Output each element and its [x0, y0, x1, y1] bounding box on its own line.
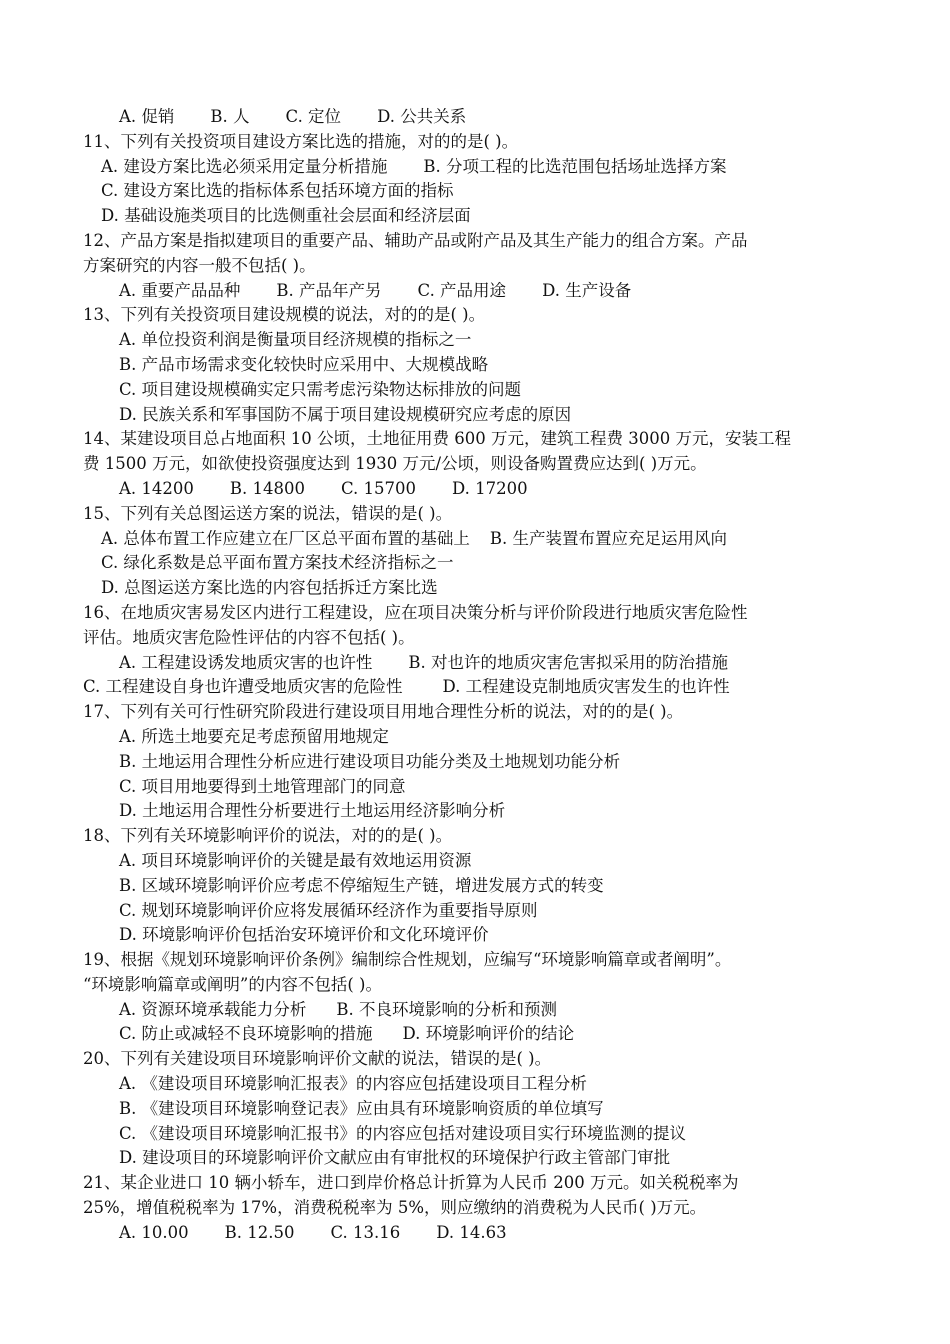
answer-option: A. 单位投资利润是衡量项目经济规模的指标之一	[119, 330, 472, 350]
answer-options-line	[83, 179, 883, 204]
answer-option: D. 基础设施类项目的比选侧重社会层面和经济层面	[101, 206, 471, 226]
answer-options-line	[83, 651, 883, 676]
question-text: 16、在地质灾害易发区内进行工程建设，应在项目决策分析与评价阶段进行地质灾害危险性	[83, 602, 748, 622]
answer-option: C. 项目建设规模确实定只需考虑污染物达标排放的问题	[119, 379, 522, 399]
answer-option: B. 产品市场需求变化较快时应采用中、大规模战略	[119, 354, 489, 374]
question-text-line	[83, 452, 883, 477]
question-text-line	[83, 626, 883, 651]
answer-option: A. 10.00	[119, 1222, 189, 1242]
answer-option: D. 生产设备	[542, 280, 632, 300]
question-text: 12、产品方案是指拟建项目的重要产品、辅助产品或附产品及其生产能力的组合方案。产品	[83, 230, 748, 250]
question-text-line	[83, 254, 883, 279]
answer-options-line	[83, 1022, 883, 1047]
answer-option: B. 生产装置布置应充足运用风向	[489, 528, 728, 548]
answer-option: A. 重要产品品种	[119, 280, 241, 300]
answer-options-line	[83, 923, 883, 948]
answer-option: C. 工程建设自身也许遭受地质灾害的危险性	[83, 677, 403, 697]
answer-option: A. 所选土地要充足考虑预留用地规定	[119, 726, 389, 746]
answer-option: C. 15700	[341, 478, 417, 498]
answer-option: B. 土地运用合理性分析应进行建设项目功能分类及土地规划功能分析	[119, 751, 621, 771]
answer-option: B. 分项工程的比选范围包括场址选择方案	[423, 156, 727, 176]
question-text-line	[83, 824, 883, 849]
answer-options-line	[83, 675, 883, 700]
answer-option: B. 14800	[229, 478, 306, 498]
answer-options-line	[83, 155, 883, 180]
answer-option: C. 项目用地要得到土地管理部门的同意	[119, 776, 406, 796]
question-text: 25%，增值税税率为 17%，消费税税率为 5%，则应缴纳的消费税为人民币( )万元。	[83, 1198, 707, 1218]
answer-options-line	[83, 551, 883, 576]
question-text-line	[83, 1047, 883, 1072]
answer-options-line	[83, 799, 883, 824]
answer-options-line	[83, 1122, 883, 1147]
question-text: “环境影响篇章或阐明”的内容不包括( )。	[83, 974, 382, 994]
answer-option: D. 14.63	[436, 1222, 507, 1242]
answer-options-line	[83, 477, 883, 502]
answer-options-line	[83, 328, 883, 353]
answer-option: B. 对也许的地质灾害危害拟采用的防治措施	[408, 652, 729, 672]
answer-option: A. 项目环境影响评价的关键是最有效地运用资源	[119, 850, 472, 870]
answer-option: C. 规划环境影响评价应将发展循环经济作为重要指导原则	[119, 900, 538, 920]
answer-option: C. 建设方案比选的指标体系包括环境方面的指标	[101, 181, 454, 201]
answer-option: A. 建设方案比选必须采用定量分析措施	[101, 156, 388, 176]
question-text: 18、下列有关环境影响评价的说法，对的的是( )。	[83, 826, 453, 846]
answer-options-line	[83, 576, 883, 601]
answer-option: D. 土地运用合理性分析要进行土地运用经济影响分析	[119, 801, 506, 821]
question-text: 19、根据《规划环境影响评价条例》编制综合性规划，应编写“环境影响篇章或者阐明”。	[83, 950, 732, 970]
answer-options-line	[83, 353, 883, 378]
answer-option: A. 《建设项目环境影响汇报表》的内容应包括建设项目工程分析	[119, 1074, 587, 1094]
question-text-line	[83, 427, 883, 452]
answer-option: D. 17200	[452, 478, 528, 498]
question-text: 评估。地质灾害危险性评估的内容不包括( )。	[83, 627, 415, 647]
question-text-line	[83, 948, 883, 973]
answer-options-line	[83, 750, 883, 775]
question-text: 14、某建设项目总占地面积 10 公顷，土地征用费 600 万元，建筑工程费 3000 万元，安装工程	[83, 429, 791, 449]
answer-option: D. 环境影响评价包括治安环境评价和文化环境评价	[119, 925, 489, 945]
question-text: 13、下列有关投资项目建设规模的说法，对的的是( )。	[83, 305, 486, 325]
answer-option: B. 《建设项目环境影响登记表》应由具有环境影响资质的单位填写	[119, 1098, 604, 1118]
answer-options-line	[83, 1221, 883, 1246]
answer-options-line	[83, 1072, 883, 1097]
question-text-line	[83, 1196, 883, 1221]
question-text: 15、下列有关总图运送方案的说法，错误的是( )。	[83, 503, 453, 523]
question-text-line	[83, 130, 883, 155]
answer-option: D. 公共关系	[377, 107, 467, 126]
question-text-line	[83, 700, 883, 725]
question-text-line	[83, 973, 883, 998]
answer-option: B. 不良环境影响的分析和预测	[336, 999, 558, 1019]
question-list	[83, 105, 883, 1246]
answer-option: A. 总体布置工作应建立在厂区总平面布置的基础上	[101, 528, 470, 548]
answer-option: C. 防止或减轻不良环境影响的措施	[119, 1024, 373, 1044]
answer-option: D. 工程建设克制地质灾害发生的也许性	[442, 677, 730, 697]
question-text-line	[83, 1171, 883, 1196]
answer-options-line	[83, 775, 883, 800]
answer-options-line	[83, 527, 883, 552]
answer-options-line	[83, 105, 883, 130]
answer-option: D. 民族关系和军事国防不属于项目建设规模研究应考虑的原因	[119, 404, 572, 424]
answer-option: C. 绿化系数是总平面布置方案技术经济指标之一	[101, 553, 454, 573]
question-text: 11、下列有关投资项目建设方案比选的措施，对的的是( )。	[83, 131, 519, 151]
answer-options-line	[83, 1097, 883, 1122]
answer-option: D. 建设项目的环境影响评价文献应由有审批权的环境保护行政主管部门审批	[119, 1148, 671, 1168]
question-text-line	[83, 502, 883, 527]
answer-option: C. 产品用途	[417, 280, 507, 300]
answer-option: B. 人	[210, 107, 250, 126]
answer-option: A. 促销	[119, 107, 175, 126]
answer-option: C. 13.16	[330, 1222, 401, 1242]
question-text-line	[83, 303, 883, 328]
answer-options-line	[83, 874, 883, 899]
answer-option: A. 工程建设诱发地质灾害的也许性	[119, 652, 373, 672]
answer-option: A. 资源环境承载能力分析	[119, 999, 307, 1019]
question-text: 21、某企业进口 10 辆小轿车，进口到岸价格总计折算为人民币 200 万元。如关税税率为	[83, 1173, 739, 1193]
answer-options-line	[83, 279, 883, 304]
answer-options-line	[83, 849, 883, 874]
answer-options-line	[83, 403, 883, 428]
answer-options-line	[83, 725, 883, 750]
question-text: 20、下列有关建设项目环境影响评价文献的说法，错误的是( )。	[83, 1049, 552, 1069]
answer-option: B. 12.50	[224, 1222, 295, 1242]
answer-option: A. 14200	[119, 478, 194, 498]
answer-options-line	[83, 899, 883, 924]
answer-option: B. 产品年产另	[276, 280, 382, 300]
answer-option: C. 定位	[285, 107, 342, 126]
answer-option: D. 环境影响评价的结论	[402, 1024, 575, 1044]
answer-option: C. 《建设项目环境影响汇报书》的内容应包括对建设项目实行环境监测的提议	[119, 1123, 687, 1143]
question-text-line	[83, 229, 883, 254]
answer-option: D. 总图运送方案比选的内容包括拆迁方案比选	[101, 578, 438, 598]
answer-option: B. 区域环境影响评价应考虑不停缩短生产链，增进发展方式的转变	[119, 875, 604, 895]
question-text: 17、下列有关可行性研究阶段进行建设项目用地合理性分析的说法，对的的是( )。	[83, 702, 684, 722]
answer-options-line	[83, 204, 883, 229]
answer-options-line	[83, 378, 883, 403]
question-text-line	[83, 601, 883, 626]
question-text: 费 1500 万元，如欲使投资强度达到 1930 万元/公顷，则设备购置费应达到( )万元。	[83, 454, 707, 474]
answer-options-line	[83, 1146, 883, 1171]
answer-options-line	[83, 998, 883, 1023]
question-text: 方案研究的内容一般不包括( )。	[83, 255, 316, 275]
